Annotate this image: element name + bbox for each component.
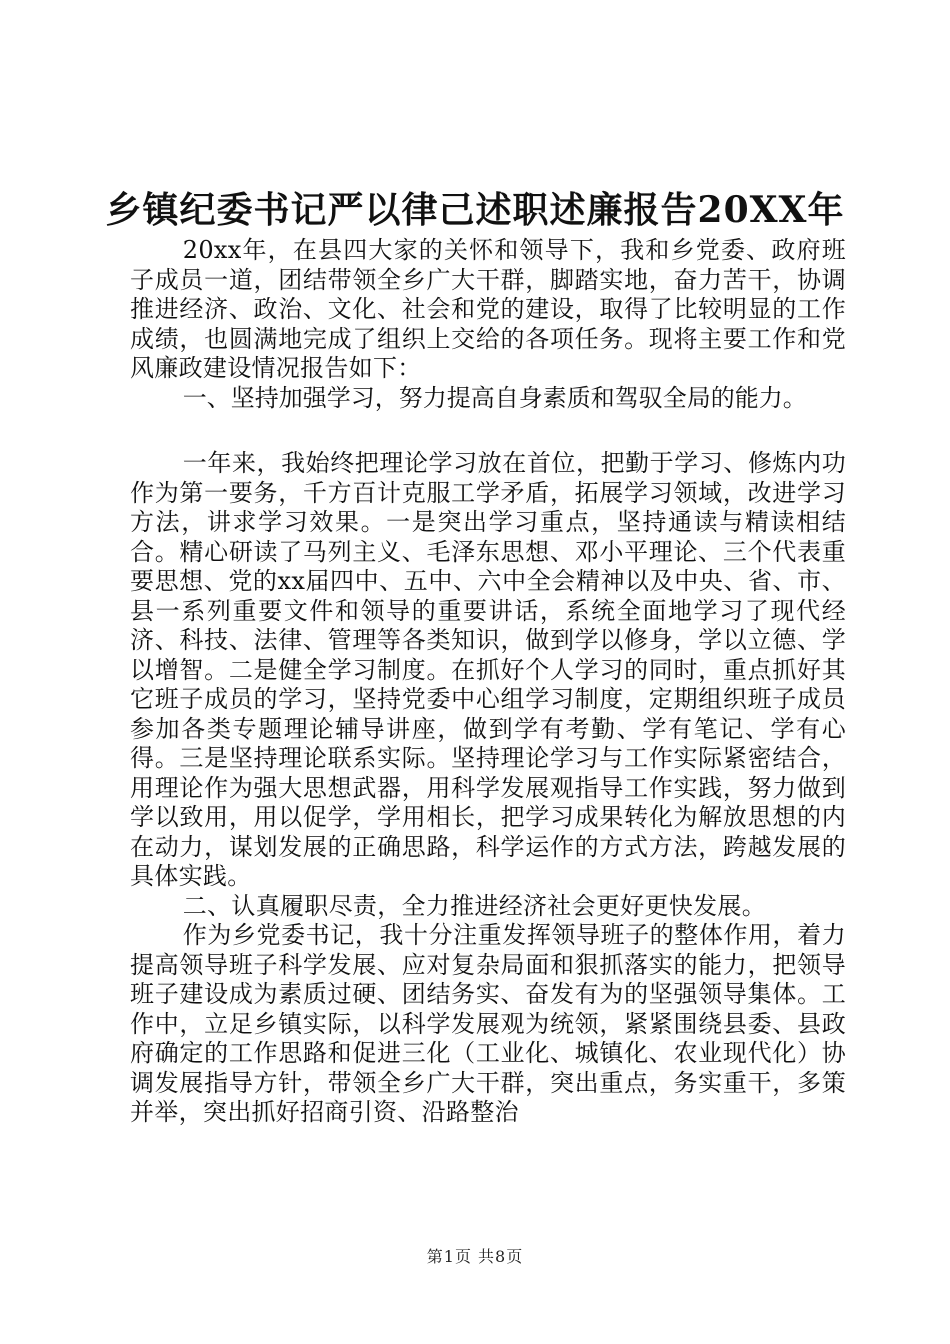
page-footer: 第1页 共8页	[426, 1247, 524, 1266]
section-body-1: 一年来，我始终把理论学习放在首位，把勤于学习、修炼内功作为第一要务，千方百计克服工学矛盾，拓展学习领域，改进学习方法，讲求学习效果。一是突出学习重点，坚持通读与精读相结合。精心研读了马列主义、毛泽东思想、邓小平理论、三个代表重要思想、党的xx届四中、五中、六中全会精神以及中央、省、市、县一系列重要文件和领导的重要讲话，系统全面地学习了现代经济、科技、法律、管理等各类知识，做到学以修身，学以立德、学以增智。二是健全学习制度。在抓好个人学习的同时，重点抓好其它班子成员的学习，坚持党委中心组学习制度，定期组织班子成员参加各类专题理论辅导讲座，做到学有考勤、学有笔记、学有心得。三是坚持理论联系实际。坚持理论学习与工作实际紧密结合，用理论作为强大思想武器，用科学发展观指导工作实践，努力做到学以致用，用以促学，学用相长，把学习成果转化为解放思想的内在动力，谋划发展的正确思路，科学运作的方式方法，跨越发展的具体实践。	[130, 449, 846, 890]
intro-paragraph: 20xx年，在县四大家的关怀和领导下，我和乡党委、政府班子成员一道，团结带领全乡广大干群，脚踏实地，奋力苦干，协调推进经济、政治、文化、社会和党的建设，取得了比较明显的工作成绩，也圆满地完成了组织上交给的各项任务。现将主要工作和党风廉政建设情况报告如下：	[130, 236, 846, 382]
section-heading-2: 二、认真履职尽责，全力推进经济社会更好更快发展。	[182, 891, 766, 920]
document-title: 乡镇纪委书记严以律己述职述廉报告20XX年	[105, 189, 845, 231]
section-heading-1: 一、坚持加强学习，努力提高自身素质和驾驭全局的能力。	[182, 383, 807, 412]
document-body	[130, 236, 846, 1128]
paragraph-spacer	[130, 413, 846, 449]
section-body-2: 作为乡党委书记，我十分注重发挥领导班子的整体作用，着力提高领导班子科学发展、应对复杂局面和狠抓落实的能力，把领导班子建设成为素质过硬、团结务实、奋发有为的坚强领导集体。工作中，立足乡镇实际，以科学发展观为统领，紧紧围绕县委、县政府确定的工作思路和促进三化（工业化、城镇化、农业现代化）协调发展指导方针，带领全乡广大干群，突出重点，务实重干，多策并举，突出抓好招商引资、沿路整治	[130, 921, 846, 1126]
